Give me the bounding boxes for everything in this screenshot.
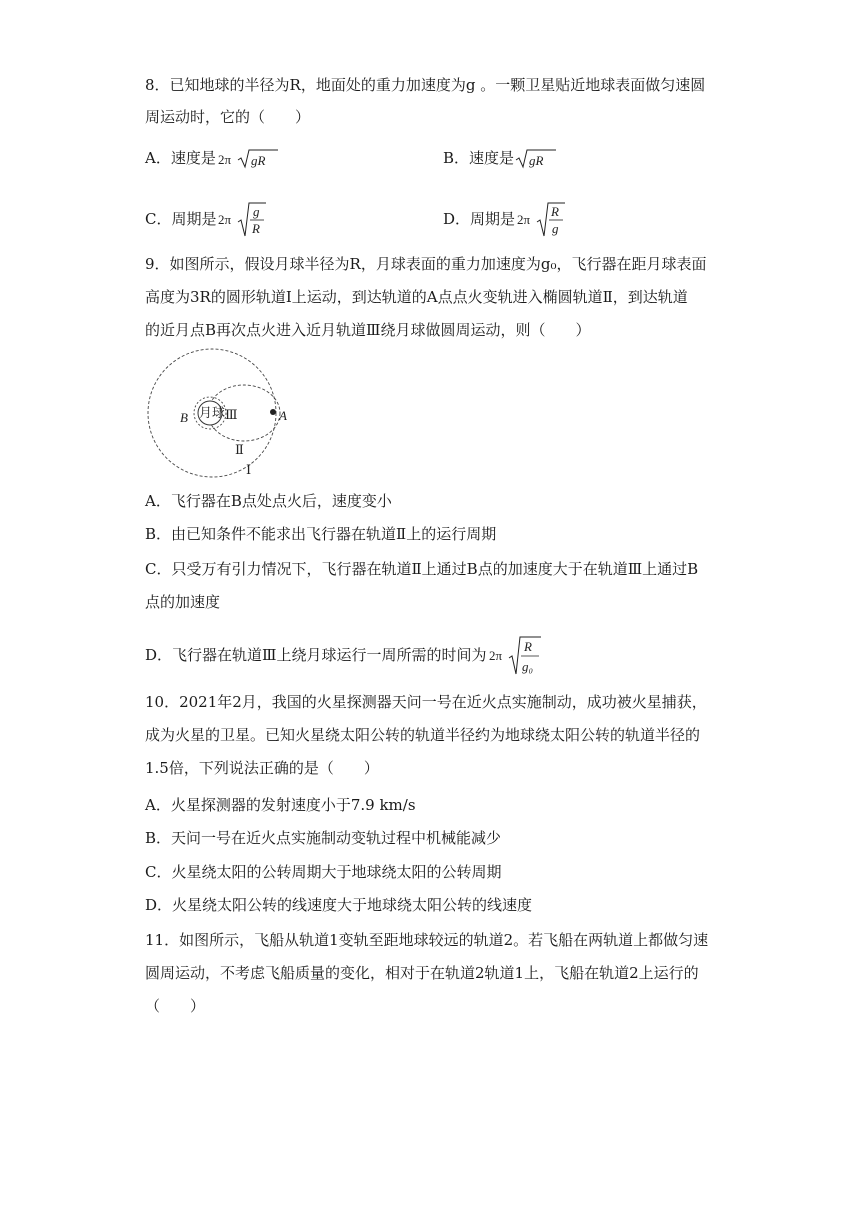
denominator: g (552, 221, 559, 236)
orbit-diagram (142, 352, 302, 482)
q8-option-b-formula (514, 146, 558, 172)
label-B: B (180, 410, 188, 425)
q10-option-b: B．天问一号在近火点实施制动变轨过程中机械能减少 (145, 829, 502, 847)
q8-option-d-label: D．周期是 (443, 210, 516, 228)
two-pi: 2π (517, 212, 531, 227)
numerator: g (253, 204, 260, 219)
radicand: gR (529, 153, 544, 168)
two-pi: 2π (218, 212, 232, 227)
q10-stem-line2: 成为火星的卫星。已知火星绕太阳公转的轨道半径约为地球绕太阳公转的轨道半径的 (145, 726, 701, 744)
q9-option-d (145, 634, 543, 678)
q9-option-d-formula (487, 634, 543, 678)
denominator: g₀ (521, 659, 533, 674)
q10-option-d: D．火星绕太阳公转的线速度大于地球绕太阳公转的线速度 (145, 896, 533, 914)
radicand: gR (250, 153, 266, 168)
q11-stem-line3: （ ） (145, 997, 206, 1015)
q9-option-a: A．飞行器在B点处点火后，速度变小 (145, 492, 392, 510)
q9-stem-line1: 9．如图所示，假设月球半径为R，月球表面的重力加速度为g₀，飞行器在距月球表面 (145, 255, 707, 273)
two-pi: 2π (488, 648, 502, 663)
q10-stem-line3: 1.5倍，下列说法正确的是（ ） (145, 759, 379, 777)
q8-option-a-label: A．速度是 (145, 149, 216, 167)
q8-option-c (145, 200, 268, 240)
q11-stem-line1: 11．如图所示，飞船从轨道1变轨至距地球较远的轨道2。若飞船在两轨道上都做匀速 (145, 931, 709, 949)
q8-option-b-label: B．速度是 (443, 149, 515, 167)
q9-stem-line2: 高度为3R的圆形轨道Ⅰ上运动，到达轨道的A点点火变轨进入椭圆轨道Ⅱ，到达轨道 (145, 288, 688, 306)
label-orbit-II: Ⅱ (235, 442, 244, 457)
q8-stem-line2: 周运动时，它的（ ） (145, 108, 311, 126)
q8-stem-line1: 8．已知地球的半径为R，地面处的重力加速度为g 。一颗卫星贴近地球表面做匀速圆 (145, 76, 706, 94)
q9-option-c-line1: C．只受万有引力情况下，飞行器在轨道Ⅱ上通过B点的加速度大于在轨道Ⅲ上通过B (145, 560, 699, 578)
q9-option-d-label: D．飞行器在轨道Ⅲ上绕月球运行一周所需的时间为 (145, 646, 487, 664)
q8-option-c-formula (216, 200, 268, 240)
label-A: A (279, 408, 287, 423)
label-orbit-III: Ⅲ (225, 407, 238, 422)
q8-option-a-formula (216, 146, 280, 172)
q8-option-a (145, 146, 280, 172)
q10-stem-line1: 10．2021年2月，我国的火星探测器天问一号在近火点实施制动，成功被火星捕获， (145, 693, 707, 711)
q8-option-c-label: C．周期是 (145, 210, 217, 228)
label-orbit-I: Ⅰ (246, 462, 252, 477)
q11-stem-line2: 圆周运动，不考虑飞船质量的变化，相对于在轨道2轨道1上，飞船在轨道2上运行的 (145, 964, 699, 982)
q8-option-d (443, 200, 567, 240)
numerator: R (523, 639, 532, 654)
q8-option-d-formula (515, 200, 567, 240)
label-moon: 月球 (199, 405, 226, 420)
q9-option-b: B．由已知条件不能求出飞行器在轨道Ⅱ上的运行周期 (145, 525, 497, 543)
q9-option-c-line2: 点的加速度 (145, 593, 221, 611)
two-pi: 2π (217, 152, 231, 167)
point-A-dot (270, 409, 276, 415)
denominator: R (252, 221, 261, 236)
q9-stem-line3: 的近月点B再次点火进入近月轨道Ⅲ绕月球做圆周运动，则（ ） (145, 321, 591, 339)
q10-option-c: C．火星绕太阳的公转周期大于地球绕太阳的公转周期 (145, 863, 502, 881)
q8-option-b (443, 146, 558, 172)
q10-option-a: A．火星探测器的发射速度小于7.9 km/s (145, 796, 416, 814)
numerator: R (551, 204, 559, 219)
